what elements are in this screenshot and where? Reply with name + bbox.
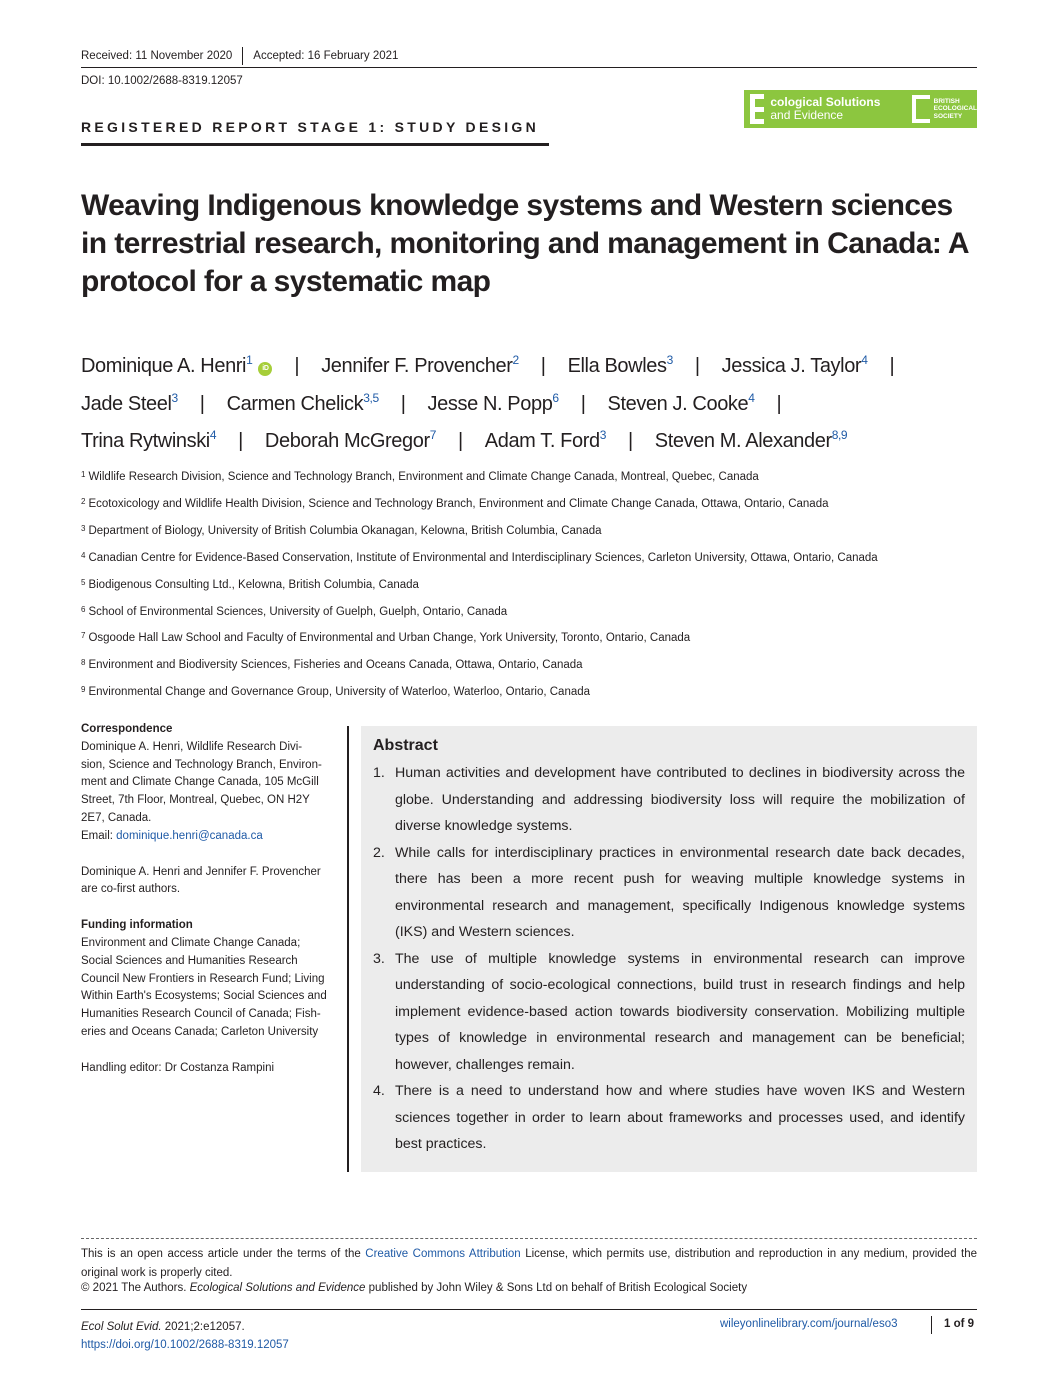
journal-site-link[interactable]: wileyonlinelibrary.com/journal/eso3	[720, 1318, 898, 1330]
correspondence-line: sion, Science and Technology Branch, Environ-	[81, 758, 322, 771]
abstract-list	[373, 760, 965, 1158]
affiliation: $^7$ Osgoode Hall Law School and Faculty of Environmental and Urban Change, York University, Toronto, Ontario, Canada	[81, 631, 691, 645]
society-mark-icon	[912, 95, 930, 123]
abstract-heading: Abstract	[373, 737, 438, 754]
cofirst-note: Dominique A. Henri and Jennifer F. Provencher	[81, 865, 321, 878]
license-note: This is an open access article under the terms of the Creative Commons Attribution License, which permits use, distribution and reproduction in any medium, provided the original work is properly cited.	[81, 1248, 977, 1279]
citation: Ecol Solut Evid. 2021;2:e12057. https://doi.org/10.1002/2688-8319.12057	[81, 1321, 289, 1351]
author[interactable]: Jennifer F. Provencher$^2$	[321, 353, 519, 377]
column-divider	[347, 726, 349, 1172]
abstract-item: 2. While calls for interdisciplinary practices in environmental research date back decades, there has been a more recent push for weaving multiple knowledge systems in environmental research and management, specifically Indigenous knowledge systems (IKS) and Western sciences.	[373, 844, 965, 940]
author[interactable]: Jade Steel$^3$	[81, 390, 178, 415]
orcid-icon[interactable]: iD	[258, 362, 272, 376]
author[interactable]: Dominique A. Henri$^1$	[81, 353, 253, 377]
society-name: BRITISH ECOLOGICAL SOCIETY	[933, 97, 977, 120]
funding-line: Council New Frontiers in Research Fund; Living	[81, 972, 325, 985]
affiliation: $^4$ Canadian Centre for Evidence-Based Conservation, Institute of Environmental and Interdisciplinary Sciences, Carleton University, Ottawa, Ontario, Canada	[81, 550, 878, 564]
funding-line: Humanities Research Council of Canada; Fish-	[81, 1008, 321, 1021]
article-type-rule	[81, 143, 549, 146]
page-separator	[931, 1316, 932, 1334]
author-list	[81, 345, 981, 458]
email-link[interactable]: dominique.henri@canada.ca	[116, 829, 263, 842]
doi-link[interactable]: https://doi.org/10.1002/2688-8319.12057	[81, 1339, 289, 1351]
affiliation: $^6$ School of Environmental Sciences, University of Guelph, Guelph, Ontario, Canada	[81, 604, 508, 618]
funding-line: eries and Oceans Canada; Carleton University	[81, 1025, 319, 1038]
received-date: Received: 11 November 2020	[81, 50, 233, 62]
article-type: REGISTERED REPORT STAGE 1: STUDY DESIGN	[81, 119, 540, 135]
funding-heading: Funding information	[81, 919, 193, 932]
correspondence-email: Email: dominique.henri@canada.ca	[81, 829, 263, 842]
abstract-item: 1. Human activities and development have contributed to declines in biodiversity across the globe. Understanding and addressing biodiversity loss will require the mobilization of diverse knowledge systems.	[373, 765, 965, 834]
correspondence-line: 2E7, Canada.	[81, 811, 152, 824]
funding-line: Environment and Climate Change Canada;	[81, 936, 301, 949]
author[interactable]: Deborah McGregor$^7$	[264, 428, 436, 452]
affiliation: $^2$ Ecotoxicology and Wildlife Health Division, Science and Technology Branch, Environment and Climate Change Canada, Ottawa, Ontario, Canada	[81, 496, 829, 510]
journal-e-icon	[750, 94, 768, 124]
sidebar-info	[81, 721, 336, 1078]
header-rule	[81, 67, 977, 68]
page-number: 1 of 9	[944, 1318, 975, 1330]
doi: DOI: 10.1002/2688-8319.12057	[81, 75, 243, 87]
author[interactable]: Ella Bowles$^3$	[567, 353, 673, 377]
author[interactable]: Jessica J. Taylor$^4$	[721, 353, 868, 377]
cofirst-note: are co-first authors.	[81, 883, 181, 896]
correspondence-line: Street, 7th Floor, Montreal, Quebec, ON H2Y	[81, 794, 310, 807]
correspondence-line: Dominique A. Henri, Wildlife Research Divi-	[81, 740, 303, 753]
license-link[interactable]: Creative Commons Attribution	[365, 1248, 521, 1260]
abstract-item: 4. There is a need to understand how and where studies have woven IKS and Western sciences together in order to learn about frameworks and processes used, and identify best practices.	[373, 1083, 965, 1152]
footer-dashed-rule	[81, 1238, 977, 1239]
author[interactable]: Steven M. Alexander$^{8,9}$	[654, 428, 848, 452]
author[interactable]: Steven J. Cooke$^4$	[607, 390, 755, 415]
article-dates	[81, 47, 398, 65]
footer-rule	[81, 1309, 977, 1310]
author-line: Trina Rytwinski$^4$ | Deborah McGregor$^7$ | Adam T. Ford$^3$ | Steven M. Alexander$^{8,9}$	[81, 428, 848, 452]
correspondence-heading: Correspondence	[81, 723, 173, 735]
author-line: Jade Steel$^3$ | Carmen Chelick$^{3,5}$ | Jesse N. Popp$^6$ | Steven J. Cooke$^4$ |	[81, 390, 782, 415]
affiliation: $^8$ Environment and Biodiversity Sciences, Fisheries and Oceans Canada, Ottawa, Ontario, Canada	[81, 658, 583, 672]
author[interactable]: Adam T. Ford$^3$	[484, 428, 606, 452]
article-title: Weaving Indigenous knowledge systems and Western sciences in terrestrial research, monitoring and management in Canada: A protocol for a systematic map	[81, 189, 968, 298]
society-logo	[912, 95, 977, 123]
affiliation: $^1$ Wildlife Research Division, Science and Technology Branch, Environment and Climate Change Canada, Montreal, Quebec, Canada	[81, 470, 759, 483]
affiliations	[81, 463, 981, 705]
author-line: Dominique A. Henri$^1$iD | Jennifer F. Provencher$^2$ | Ella Bowles$^3$ | Jessica J. Taylor$^4$ |	[81, 353, 895, 377]
affiliation: $^3$ Department of Biology, University of British Columbia Okanagan, Kelowna, British Columbia, Canada	[81, 523, 602, 537]
journal-name: cological Solutions and Evidence	[770, 95, 881, 122]
author[interactable]: Carmen Chelick$^{3,5}$	[226, 390, 379, 415]
journal-logo[interactable]	[744, 90, 977, 128]
author[interactable]: Trina Rytwinski$^4$	[81, 428, 217, 452]
abstract-item: 3. The use of multiple knowledge systems in environmental research can improve understanding of socio-ecological connections, build trust in research findings and help implement evidence-based action towards biodiversity conservation. Mobilizing multiple types of knowledge in environmental research and management can be beneficial; however, challenges remain.	[373, 950, 965, 1073]
affiliation: $^9$ Environmental Change and Governance Group, University of Waterloo, Waterloo, Ontario, Canada	[81, 685, 591, 699]
funding-line: Social Sciences and Humanities Research	[81, 954, 298, 967]
accepted-date: Accepted: 16 February 2021	[253, 50, 399, 62]
author[interactable]: Jesse N. Popp$^6$	[427, 390, 559, 415]
funding-line: Within Earth's Ecosystems; Social Sciences and	[81, 990, 327, 1003]
affiliation: $^5$ Biodigenous Consulting Ltd., Kelowna, British Columbia, Canada	[81, 577, 419, 591]
copyright: © 2021 The Authors. Ecological Solutions and Evidence published by John Wiley & Sons Ltd on behalf of British Ecological Society	[81, 1282, 748, 1294]
abstract-box	[361, 726, 977, 1172]
correspondence-line: ment and Climate Change Canada, 105 McGill	[81, 776, 319, 789]
handling-editor: Handling editor: Dr Costanza Rampini	[81, 1061, 275, 1074]
date-separator	[242, 47, 243, 65]
